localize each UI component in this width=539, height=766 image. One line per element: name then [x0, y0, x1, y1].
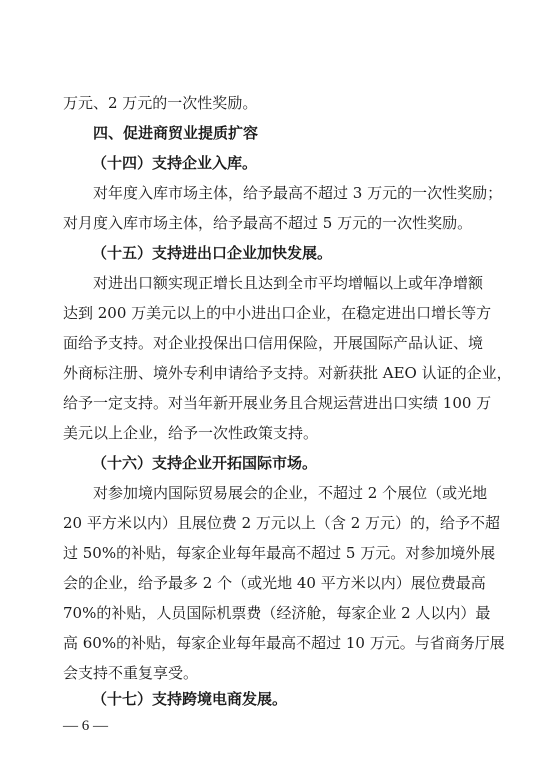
text-line-15: 20 平方米以内）且展位费 2 万元以上（含 2 万元）的，给予不超 [63, 514, 501, 532]
page-number: — 6 — [63, 718, 108, 734]
text-line-9: 面给予支持。对企业投保出口信用保险，开展国际产品认证、境 [63, 334, 484, 352]
subheading-17: （十七）支持跨境电商发展。 [92, 690, 288, 708]
text-line-12: 美元以上企业，给予一次性政策支持。 [63, 424, 319, 442]
subheading-16: （十六）支持企业开拓国际市场。 [92, 454, 318, 472]
text-line-19: 高 60%的补贴，每家企业每年最高不超过 10 万元。与省商务厅展 [63, 634, 505, 652]
text-line-7: 对进出口额实现正增长且达到全市平均增幅以上或年净增额 [93, 274, 484, 292]
text-line-1: 万元、2 万元的一次性奖励。 [63, 94, 258, 112]
subheading-14: （十四）支持企业入库。 [92, 154, 258, 172]
text-line-11: 给予一定支持。对当年新开展业务且合规运营进出口实绩 100 万 [63, 394, 492, 412]
text-line-4: 对年度入库市场主体，给予最高不超过 3 万元的一次性奖励； [93, 184, 503, 202]
text-line-14: 对参加境内国际贸易展会的企业，不超过 2 个展位（或光地 [93, 484, 488, 502]
text-line-8: 达到 200 万美元以上的中小进出口企业，在稳定进出口增长等方 [63, 304, 492, 322]
text-line-16: 过 50%的补贴，每家企业每年最高不超过 5 万元。对参加境外展 [63, 544, 496, 562]
section-heading: 四、促进商贸业提质扩容 [93, 124, 259, 142]
text-line-18: 70%的补贴，人员国际机票费（经济舱，每家企业 2 人以内）最 [63, 604, 491, 622]
text-line-17: 会的企业，给予最多 2 个（或光地 40 平方米以内）展位费最高 [63, 574, 486, 592]
subheading-15: （十五）支持进出口企业加快发展。 [92, 244, 333, 262]
text-line-5: 对月度入库市场主体，给予最高不超过 5 万元的一次性奖励。 [63, 214, 473, 232]
text-line-20: 会支持不重复享受。 [63, 664, 199, 682]
text-line-10: 外商标注册、境外专利申请给予支持。对新获批 AEO 认证的企业， [63, 364, 512, 382]
